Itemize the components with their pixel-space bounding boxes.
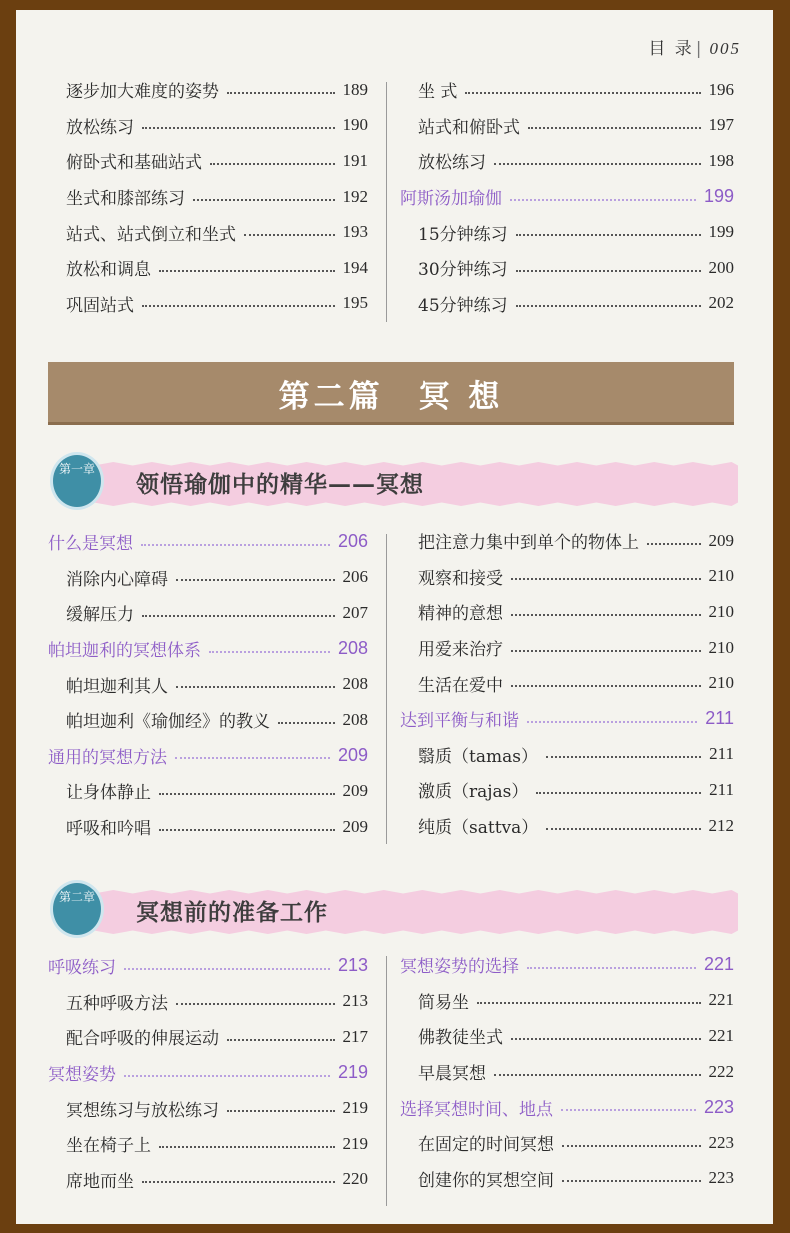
toc-entry-title: 消除内心障碍 [66,569,168,590]
running-head-page: 005 [709,39,741,58]
toc-entry [400,559,734,595]
toc-entry-page: 193 [342,222,368,242]
toc-entry-title: 席地而坐 [66,1171,134,1192]
dot-leader [536,792,701,794]
dot-leader [516,234,701,236]
toc-entry [400,143,734,179]
toc-entry-title: 阿斯汤加瑜伽 [400,189,502,210]
column-divider [386,534,387,844]
dot-leader [546,756,701,758]
toc-entry [48,809,368,845]
toc-entry [48,1126,368,1162]
dot-leader [516,270,701,272]
toc-entry-page: 219 [337,1062,368,1083]
toc-entry-page: 190 [342,115,368,135]
dot-leader [175,757,330,759]
dot-leader [494,1074,701,1076]
toc-entry-page: 191 [342,150,368,170]
toc-entry-title: 简易坐 [418,992,469,1013]
toc-entry-page: 220 [342,1169,368,1189]
chapter-title: 冥想前的准备工作 [136,899,328,926]
toc-entry [400,1054,734,1090]
toc-entry [48,1162,368,1198]
toc-column-right [400,947,734,1196]
dot-leader [159,1146,335,1148]
toc-entry-title: 观察和接受 [418,568,503,589]
toc-entry-page: 197 [708,115,734,135]
toc-entry-page: 202 [708,293,734,313]
chapter-badge [50,880,104,938]
toc-entry-title: 用爱来治疗 [418,640,503,661]
toc-entry-page: 192 [342,186,368,206]
dot-leader [141,544,330,546]
part-title: 第二篇 冥 想 [278,379,504,415]
toc-entry-title: 配合呼吸的伸展运动 [66,1029,219,1050]
toc-entry-page: 223 [708,1132,734,1152]
toc-column-left [48,72,368,321]
toc-section-entry [400,1089,734,1125]
toc-entry-page: 211 [709,744,734,764]
toc-column-left [48,524,368,844]
running-head-label: 目 录 [648,39,694,59]
chapter-number: 第一章 [58,462,95,476]
dot-leader [546,828,700,830]
toc-entry [48,1019,368,1055]
toc-entry-title: 45分钟练习 [418,295,508,316]
toc-entry-page: 221 [708,990,734,1010]
toc-entry [400,1125,734,1161]
toc-entry-title: 巩固站式 [66,295,134,316]
chapter-title: 领悟瑜伽中的精华——冥想 [136,471,424,498]
toc-entry-title: 早晨冥想 [418,1064,486,1085]
toc-entry-title: 俯卧式和基础站式 [66,153,202,174]
dot-leader [176,686,335,688]
toc-section-entry [400,701,734,737]
toc-entry-page: 221 [703,954,734,975]
toc-entry [400,737,734,773]
chapter-badge [50,452,104,510]
dot-leader [511,614,701,616]
toc-entry [48,1090,368,1126]
toc-entry-page: 206 [342,567,368,587]
running-head: 目 录 | 005 [648,39,741,59]
dot-leader [494,163,701,165]
toc-section-entry [48,948,368,984]
dot-leader [465,92,700,94]
toc-entry-page: 198 [708,150,734,170]
dot-leader [142,305,335,307]
toc-entry-title: 精神的意想 [418,604,503,625]
dot-leader [209,651,330,653]
toc-entry-page: 213 [337,955,368,976]
toc-entry-title: 呼吸练习 [48,958,116,979]
toc-entry-page: 195 [342,293,368,313]
dot-leader [511,685,701,687]
toc-entry-title: 坐在椅子上 [66,1136,151,1157]
toc-entry [400,808,734,844]
dot-leader [176,579,335,581]
toc-entry-title: 激质（rajas） [418,782,529,803]
toc-entry-title: 通用的冥想方法 [48,747,167,768]
toc-entry-title: 帕坦迦利其人 [66,676,168,697]
dot-leader [142,615,335,617]
toc-entry-page: 223 [703,1096,734,1117]
toc-section-entry [48,1055,368,1091]
dot-leader [561,1109,696,1111]
toc-entry [400,214,734,250]
toc-entry-title: 帕坦迦利的冥想体系 [48,641,201,662]
toc-entry-page: 194 [342,257,368,277]
toc-entry [48,560,368,596]
toc-entry-title: 让身体静止 [66,783,151,804]
dot-leader [227,1039,335,1041]
dot-leader [142,1181,335,1183]
chapter-banner [46,880,738,940]
toc-entry [400,523,734,559]
toc-entry [400,772,734,808]
toc-entry-page: 210 [708,673,734,693]
toc-entry-page: 208 [342,709,368,729]
toc-page [16,10,773,1224]
toc-entry-title: 生活在爱中 [418,675,503,696]
toc-entry [48,984,368,1020]
toc-entry-title: 翳质（tamas） [418,746,538,767]
toc-entry-title: 缓解压力 [66,605,134,626]
toc-entry-page: 209 [342,780,368,800]
dot-leader [159,829,335,831]
toc-entry-page: 219 [342,1098,368,1118]
toc-entry-title: 坐式和膝部练习 [66,189,185,210]
toc-entry-title: 把注意力集中到单个的物体上 [418,533,639,554]
toc-entry-title: 什么是冥想 [48,534,133,555]
toc-entry-page: 208 [342,674,368,694]
toc-entry-title: 佛教徒坐式 [418,1028,503,1049]
toc-entry-title: 站式、站式倒立和坐式 [66,224,236,245]
toc-entry-title: 帕坦迦利《瑜伽经》的教义 [66,712,270,733]
toc-entry-page: 207 [342,602,368,622]
toc-entry-title: 站式和俯卧式 [418,117,520,138]
toc-entry-title: 纯质（sattva） [418,818,539,839]
toc-entry-page: 206 [337,531,368,552]
dot-leader [647,543,701,545]
toc-entry-page: 213 [342,991,368,1011]
dot-leader [124,1075,330,1077]
toc-entry-page: 210 [708,637,734,657]
dot-leader [159,793,335,795]
toc-entry [48,143,368,179]
toc-entry-title: 选择冥想时间、地点 [400,1099,553,1120]
toc-column-left [48,948,368,1197]
toc-entry-page: 199 [703,186,734,207]
dot-leader [159,270,335,272]
dot-leader [510,199,696,201]
column-divider [386,956,387,1206]
toc-entry-page: 217 [342,1026,368,1046]
toc-section-entry [400,947,734,983]
toc-entry [400,286,734,322]
toc-section-entry [48,631,368,667]
dot-leader [193,199,335,201]
dot-leader [516,305,701,307]
toc-entry-title: 创建你的冥想空间 [418,1170,554,1191]
toc-entry [400,72,734,108]
toc-entry-title: 呼吸和吟唱 [66,819,151,840]
toc-entry-title: 冥想姿势 [48,1065,116,1086]
toc-entry [48,702,368,738]
toc-entry-page: 209 [342,816,368,836]
toc-entry-page: 210 [708,566,734,586]
toc-entry-page: 208 [337,638,368,659]
toc-entry [400,250,734,286]
toc-entry [48,666,368,702]
toc-entry-title: 坐 式 [418,82,458,103]
toc-entry [400,983,734,1019]
toc-entry-title: 逐步加大难度的姿势 [66,82,219,103]
toc-entry [400,665,734,701]
toc-entry [48,595,368,631]
toc-entry-title: 15分钟练习 [418,224,508,245]
toc-section-entry [48,738,368,774]
dot-leader [527,967,696,969]
toc-entry-page: 211 [709,779,734,799]
toc-column-right [400,523,734,843]
toc-entry [48,214,368,250]
toc-entry-page: 209 [708,530,734,550]
toc-entry [400,1161,734,1197]
chapter-banner [46,452,738,512]
toc-entry-page: 189 [342,79,368,99]
column-divider [386,82,387,322]
dot-leader [176,1003,335,1005]
dot-leader [210,163,335,165]
toc-entry [400,630,734,666]
toc-entry-page: 221 [708,1025,734,1045]
toc-entry-title: 30分钟练习 [418,260,508,281]
toc-entry-title: 放松练习 [418,153,486,174]
dot-leader [528,127,701,129]
toc-entry-title: 放松练习 [66,117,134,138]
toc-entry-title: 冥想姿势的选择 [400,957,519,978]
toc-entry [48,179,368,215]
toc-section-entry [48,524,368,560]
toc-entry-page: 211 [705,708,734,729]
toc-entry [400,108,734,144]
toc-column-right [400,72,734,321]
toc-entry-page: 200 [708,257,734,277]
toc-entry-page: 209 [337,744,368,765]
toc-entry-page: 196 [708,79,734,99]
toc-entry [48,72,368,108]
toc-entry [48,108,368,144]
toc-entry-title: 放松和调息 [66,260,151,281]
dot-leader [142,127,335,129]
dot-leader [278,722,335,724]
dot-leader [244,234,335,236]
dot-leader [562,1180,701,1182]
dot-leader [227,1110,335,1112]
toc-section-entry [400,179,734,215]
dot-leader [511,1038,701,1040]
toc-entry-page: 219 [342,1133,368,1153]
toc-entry [48,250,368,286]
dot-leader [124,968,330,970]
toc-entry-page: 199 [708,222,734,242]
toc-entry [48,773,368,809]
toc-entry-page: 212 [708,815,734,835]
dot-leader [511,650,701,652]
dot-leader [562,1145,701,1147]
toc-entry [48,286,368,322]
dot-leader [511,578,701,580]
dot-leader [477,1002,701,1004]
dot-leader [527,721,697,723]
toc-entry-title: 五种呼吸方法 [66,993,168,1014]
toc-entry-page: 210 [708,601,734,621]
part-banner [48,362,734,425]
toc-entry-page: 222 [708,1061,734,1081]
toc-entry [400,594,734,630]
chapter-number: 第二章 [58,890,95,904]
toc-entry-title: 在固定的时间冥想 [418,1135,554,1156]
toc-entry [400,1018,734,1054]
dot-leader [227,92,335,94]
toc-entry-page: 223 [708,1168,734,1188]
toc-entry-title: 达到平衡与和谐 [400,711,519,732]
toc-entry-title: 冥想练习与放松练习 [66,1100,219,1121]
